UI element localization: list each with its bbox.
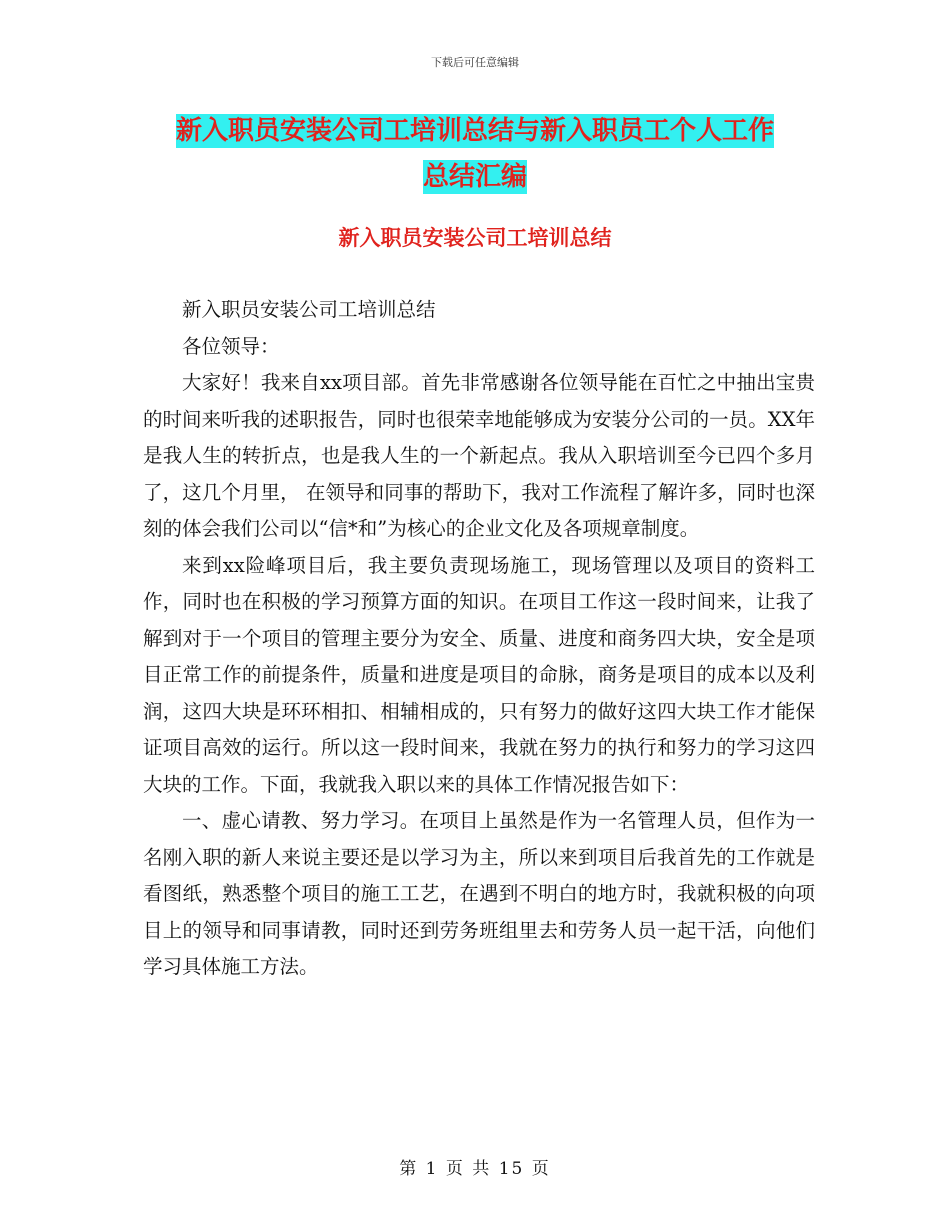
section-heading: 新入职员安装公司工培训总结 (338, 226, 612, 250)
document-title-line-1: 新入职员安装公司工培训总结与新入职员工个人工作 (175, 116, 774, 146)
document-title (0, 108, 950, 200)
paragraph: 大家好！我来自xx项目部。首先非常感谢各位领导能在百忙之中抽出宝贵的时间来听我的述职报告，同时也很荣幸地能够成为安装分公司的一员。XX年是我人生的转折点，也是我人生的一个新起点。我从入职培训至今已四个多月了，这几个月里， 在领导和同事的帮助下，我对工作流程了解许多，同时也深刻的体会我们公司以“信*和”为核心的企业文化及各项规章制度。 (143, 371, 815, 540)
paragraph-salutation: 各位领导： (182, 334, 280, 358)
paragraph-subtitle: 新入职员安装公司工培训总结 (182, 298, 436, 321)
paragraph: 来到xx险峰项目后，我主要负责现场施工，现场管理以及项目的资料工作，同时也在积极的学习预算方面的知识。在项目工作这一段时间来，让我了解到对于一个项目的管理主要分为安全、质量、进度和商务四大块，安全是项目正常工作的前提条件，质量和进度是项目的命脉，商务是项目的成本以及利润，这四大块是环环相扣、相辅相成的，只有努力的做好这四大块工作才能保证项目高效的运行。所以这一段时间来，我就在努力的执行和努力的学习这四大块的工作。下面，我就我入职以来的具体工作情况报告如下： (143, 553, 815, 796)
document-title-line-2: 总结汇编 (422, 162, 527, 192)
header-note: 下载后可任意编辑 (431, 56, 519, 69)
body-text (143, 292, 815, 986)
page-number-footer: 第 1 页 共 15 页 (399, 1159, 551, 1179)
paragraph: 一、虚心请教、努力学习。在项目上虽然是作为一名管理人员，但作为一名刚入职的新人来说主要还是以学习为主，所以来到项目后我首先的工作就是看图纸，熟悉整个项目的施工工艺，在遇到不明白的地方时，我就积极的向项目上的领导和同事请教，同时还到劳务班组里去和劳务人员一起干活，向他们学习具体施工方法。 (143, 809, 815, 978)
